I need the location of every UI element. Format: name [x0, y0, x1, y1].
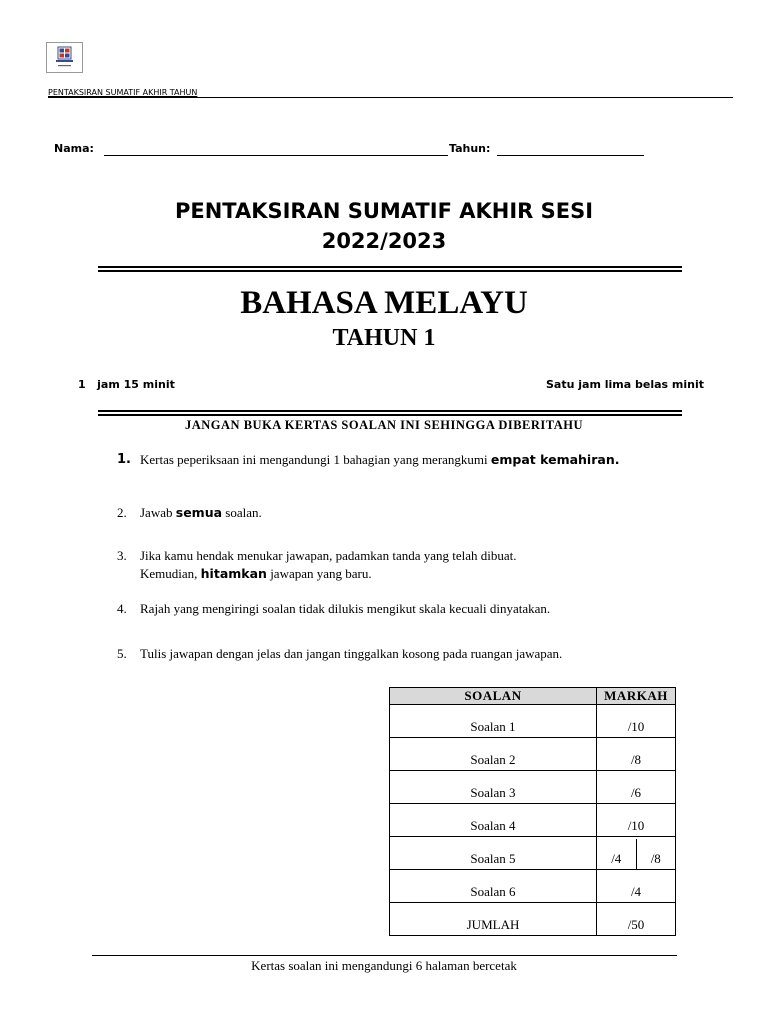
warning-rule-bottom	[98, 414, 682, 416]
title-rule-bottom	[98, 270, 682, 272]
duration-words: Satu jam lima belas minit	[545, 378, 704, 391]
nama-field-line-extension	[418, 155, 448, 156]
year-title: TAHUN 1	[332, 325, 436, 351]
footer-note: Kertas soalan ini mengandungi 6 halaman bercetak	[251, 958, 517, 973]
score-table	[389, 687, 676, 936]
mark-cell-split	[597, 837, 676, 870]
exam-title-line2: 2022/2023	[321, 229, 447, 253]
nama-label: Nama:	[54, 142, 94, 155]
instruction-2-number: 2.	[117, 505, 127, 520]
total-label-cell: JUMLAH	[390, 903, 597, 936]
mark-cell-part-b: /8	[650, 851, 661, 866]
instruction-4: Rajah yang mengiringi soalan tidak dilukis mengikut skala kecuali dinyatakan.	[140, 601, 551, 616]
score-table-header	[390, 688, 676, 705]
nama-field-line[interactable]	[104, 155, 418, 156]
instruction-5-number: 5.	[117, 646, 127, 661]
table-row	[390, 771, 676, 804]
mark-cell-part-a: /4	[597, 839, 637, 869]
school-logo-icon	[46, 42, 83, 73]
question-cell: Soalan 2	[390, 738, 597, 771]
tahun-field-line[interactable]	[497, 155, 644, 156]
instruction-1: Kertas peperiksaan ini mengandungi 1 bahagian yang merangkumi empat kemahiran.	[140, 452, 620, 467]
instruction-4-number: 4.	[117, 601, 127, 616]
table-row-total	[390, 903, 676, 936]
duration-numeric: 1 jam 15 minit	[78, 378, 175, 391]
exam-title	[0, 196, 768, 256]
question-cell: Soalan 3	[390, 771, 597, 804]
tahun-label: Tahun:	[449, 142, 491, 155]
footer-rule	[92, 955, 677, 956]
total-mark-cell: /50	[597, 903, 676, 936]
table-row	[390, 870, 676, 903]
instruction-5: Tulis jawapan dengan jelas dan jangan tinggalkan kosong pada ruangan jawapan.	[140, 646, 563, 661]
table-row	[390, 837, 676, 870]
header-markah: MARKAH	[597, 688, 676, 705]
question-cell: Soalan 1	[390, 705, 597, 738]
header-rule	[48, 97, 733, 98]
warning-rule-top	[98, 410, 682, 412]
title-rule-top	[98, 266, 682, 268]
exam-title-line1: PENTAKSIRAN SUMATIF AKHIR SESI	[174, 199, 594, 223]
header-soalan: SOALAN	[390, 688, 597, 705]
instruction-1-number: 1.	[117, 452, 131, 467]
mark-cell: /4	[597, 870, 676, 903]
instruction-3: Jika kamu hendak menukar jawapan, padamkan tanda yang telah dibuat. Kemudian, hitamkan jawapan yang baru.	[140, 548, 517, 581]
question-cell: Soalan 6	[390, 870, 597, 903]
subject-title: BAHASA MELAYU	[240, 285, 528, 321]
table-row	[390, 705, 676, 738]
instruction-3-number: 3.	[117, 548, 127, 563]
mark-cell: /6	[597, 771, 676, 804]
instruction-2: Jawab semua soalan.	[140, 505, 262, 520]
mark-cell: /10	[597, 804, 676, 837]
header-label: PENTAKSIRAN SUMATIF AKHIR TAHUN	[48, 88, 198, 97]
question-cell: Soalan 4	[390, 804, 597, 837]
table-row	[390, 738, 676, 771]
question-cell: Soalan 5	[390, 837, 597, 870]
warning-text: JANGAN BUKA KERTAS SOALAN INI SEHINGGA DIBERITAHU	[185, 418, 583, 432]
mark-cell: /8	[597, 738, 676, 771]
mark-cell: /10	[597, 705, 676, 738]
table-row	[390, 804, 676, 837]
